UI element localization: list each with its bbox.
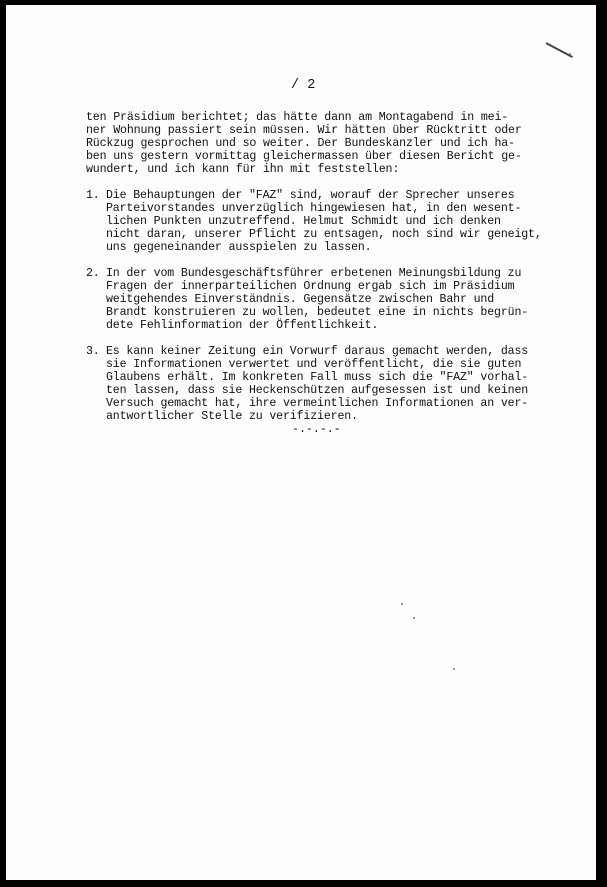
item-line: antwortlicher Stelle zu verifizieren. (106, 410, 358, 423)
document-body (86, 111, 556, 423)
intro-line: Rückzug gesprochen und so weiter. Der Bundeskanzler und ich ha- (86, 137, 515, 150)
item-number: 2. (86, 267, 100, 280)
item-line: Es kann keiner Zeitung ein Vorwurf daraus gemacht werden, dass (106, 345, 529, 358)
page-number: / 2 (291, 78, 316, 93)
item-line: Parteivorstandes unverzüglich hingewiesen hat, in den wesent- (106, 202, 522, 215)
item-line: nicht daran, unserer Pflicht zu entsagen, noch sind wir geneigt, (106, 228, 542, 241)
numbered-item-2 (86, 267, 556, 332)
scan-speck (569, 53, 571, 55)
item-line: Brandt konstruieren zu wollen, bedeutet eine in nichts begrün- (106, 306, 529, 319)
item-line: lichen Punkten unzutreffend. Helmut Schmidt und ich denken (106, 215, 501, 228)
scan-artifact-mark (546, 42, 573, 58)
item-line: Fragen der innerparteilichen Ordnung ergab sich im Präsidium (106, 280, 515, 293)
intro-line: wundert, und ich kann für ihn mit feststellen: (86, 163, 400, 176)
item-number: 3. (86, 345, 100, 358)
item-line: dete Fehlinformation der Öffentlichkeit. (106, 319, 379, 332)
intro-line: ben uns gestern vormittag gleichermassen über diesen Bericht ge- (86, 150, 522, 163)
item-line: In der vom Bundesgeschäftsführer erbetenen Meinungsbildung zu (106, 267, 522, 280)
item-line: sie Informationen verwertet und veröffentlicht, die sie guten (106, 358, 522, 371)
item-line: Versuch gemacht hat, ihre vermeintlichen Informationen an ver- (106, 397, 529, 410)
document-page (6, 5, 596, 880)
intro-paragraph (86, 111, 556, 176)
item-line: weitgehendes Einverständnis. Gegensätze zwischen Bahr und (106, 293, 495, 306)
scan-speck (453, 668, 455, 670)
scan-speck (401, 603, 403, 605)
closing-mark: -.-.-.- (292, 423, 341, 436)
item-line: ten lassen, dass sie Heckenschützen aufgesessen ist und keinen (106, 384, 529, 397)
numbered-item-1 (86, 189, 556, 254)
intro-line: ten Präsidium berichtet; das hätte dann am Montagabend in mei- (86, 111, 509, 124)
item-number: 1. (86, 189, 100, 202)
item-line: Glaubens erhält. Im konkreten Fall muss sich die "FAZ" vorhal- (106, 371, 529, 384)
intro-line: ner Wohnung passiert sein müssen. Wir hätten über Rücktritt oder (86, 124, 522, 137)
item-line: uns gegeneinander ausspielen zu lassen. (106, 241, 372, 254)
item-line: Die Behauptungen der "FAZ" sind, worauf der Sprecher unseres (106, 189, 515, 202)
numbered-item-3 (86, 345, 556, 423)
scan-speck (413, 617, 415, 619)
